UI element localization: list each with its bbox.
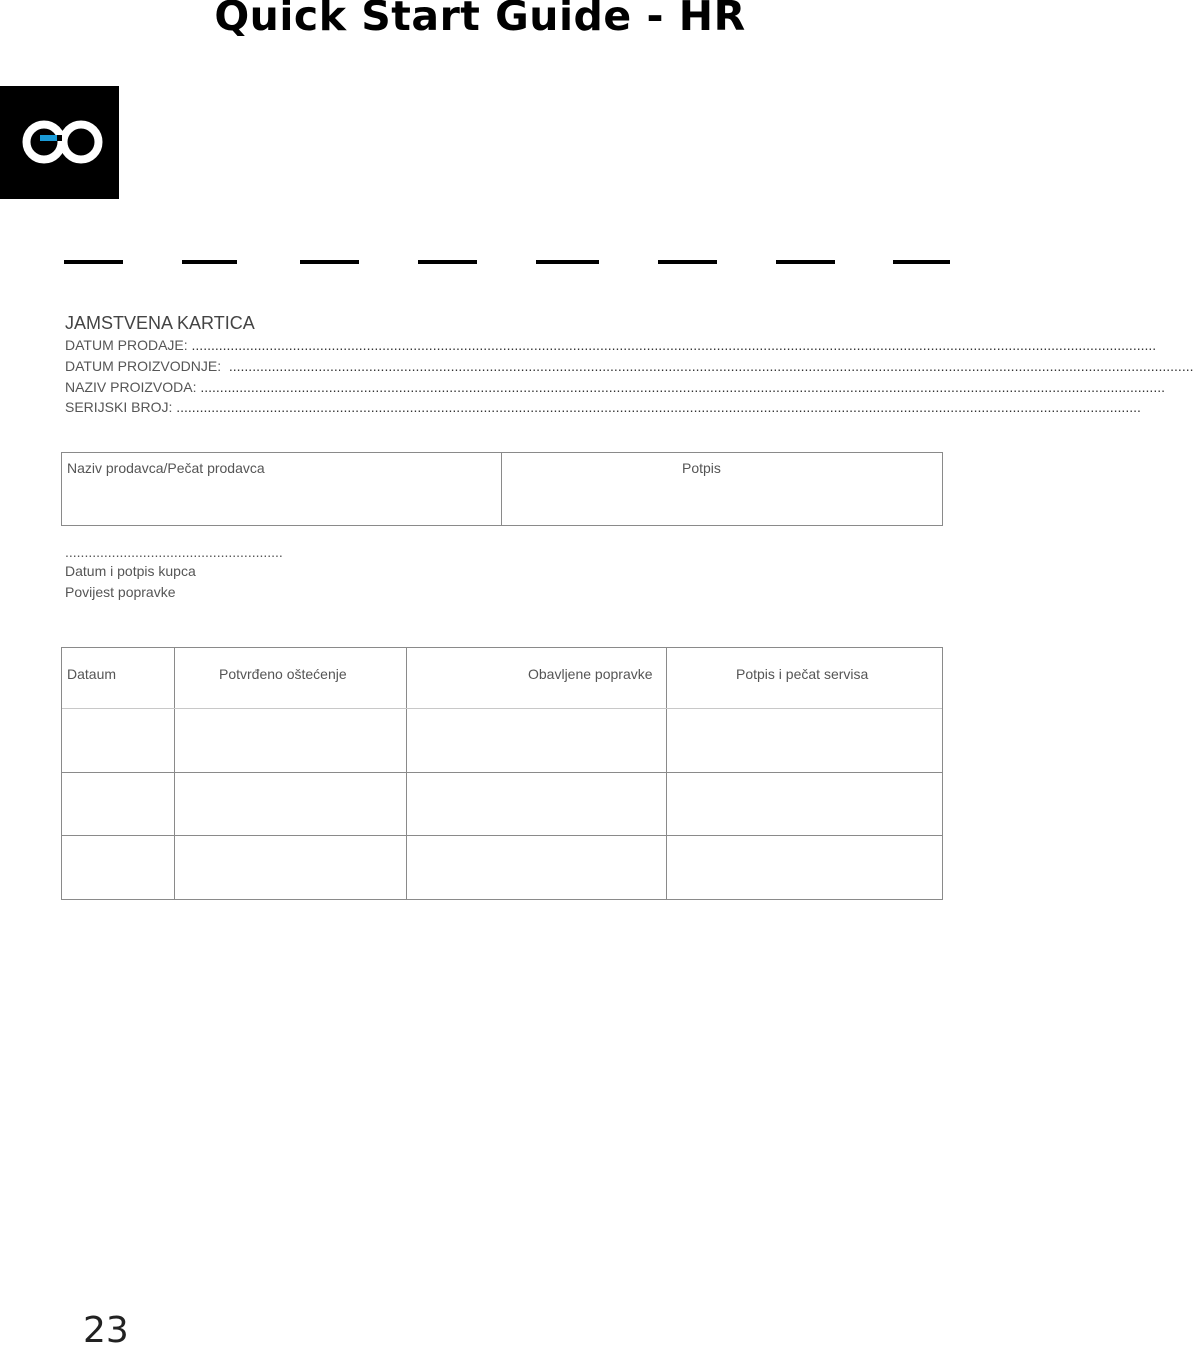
field-product-name[interactable] (65, 379, 1165, 395)
field-label: DATUM PROIZVODNJE: (65, 358, 222, 374)
brand-logo (0, 86, 119, 199)
dash (64, 260, 123, 264)
dash (182, 260, 237, 264)
dash (776, 260, 835, 264)
seller-box (61, 452, 943, 526)
fill-line: ........................................................................................................................................................................................................................................................ (176, 399, 1141, 415)
seller-label: Naziv prodavca/Pečat prodavca (67, 460, 265, 476)
fill-line: ........................................................................................................................................................................................................................................................ (191, 337, 1157, 353)
field-sale-date[interactable] (65, 337, 1157, 353)
signature-label: Potpis (682, 460, 721, 476)
dash (536, 260, 599, 264)
page-number: 23 (83, 1310, 129, 1351)
field-label: DATUM PRODAJE: (65, 337, 188, 353)
repair-history-label: Povijest popravke (65, 584, 176, 600)
go-logo-icon (0, 86, 119, 199)
customer-signature-line[interactable]: ........................................................ (65, 544, 283, 560)
table-row[interactable] (62, 709, 942, 772)
field-label: NAZIV PROIZVODA: (65, 379, 197, 395)
column-header-date: Dataum (67, 666, 117, 682)
column-header-repairs: Obavljene popravke (528, 666, 653, 682)
column-header-service-signature: Potpis i pečat servisa (736, 666, 869, 682)
dash (893, 260, 950, 264)
dash (418, 260, 477, 264)
decorative-dashes (0, 260, 950, 266)
table-row[interactable] (62, 773, 942, 835)
field-serial-number[interactable] (65, 399, 1141, 415)
field-label: SERIJSKI BROJ: (65, 399, 173, 415)
customer-signature-label: Datum i potpis kupca (65, 563, 196, 579)
dash (658, 260, 717, 264)
logo-accent (40, 135, 57, 141)
dash (300, 260, 359, 264)
field-production-date[interactable] (65, 358, 1194, 374)
page-title: Quick Start Guide - HR (214, 0, 746, 40)
fill-line: ........................................................................................................................................................................................................................................................ (200, 379, 1165, 395)
warranty-card-title: JAMSTVENA KARTICA (65, 313, 255, 333)
seller-box-divider (501, 453, 502, 525)
table-row[interactable] (62, 836, 942, 899)
fill-line: ........................................................................................................................................................................................................................................................ (224, 358, 1194, 374)
column-header-damage: Potvrđeno oštećenje (219, 666, 347, 682)
repair-history-table (61, 647, 943, 900)
